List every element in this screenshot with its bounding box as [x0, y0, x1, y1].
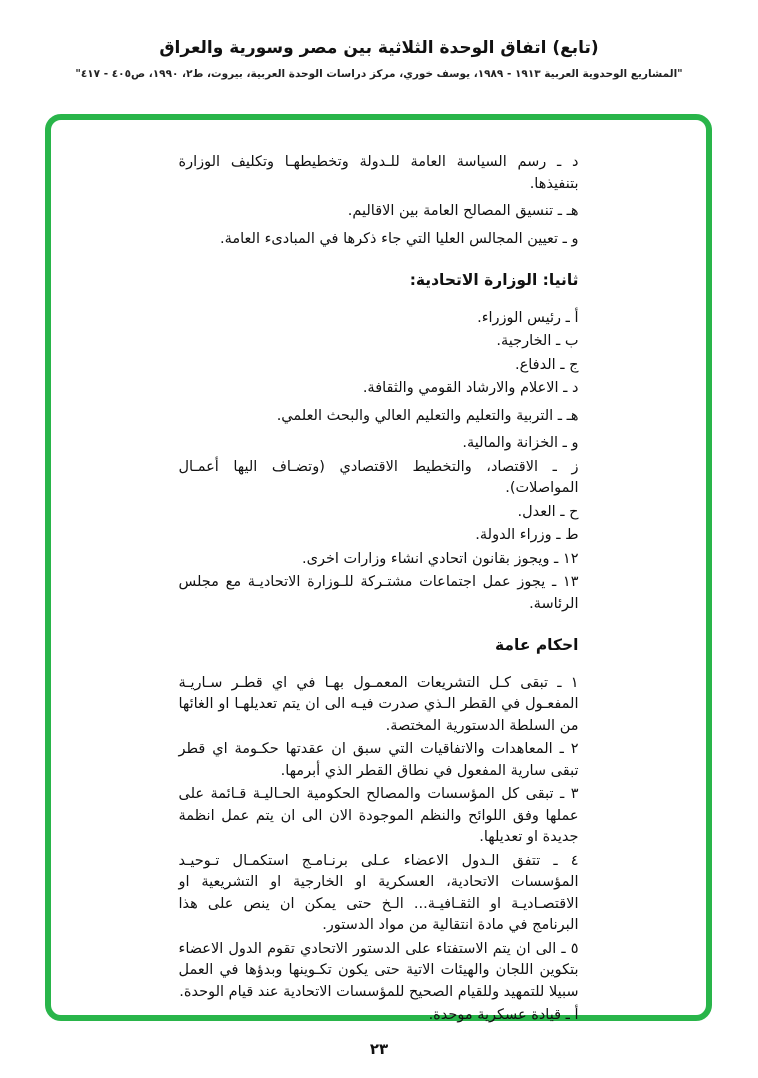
provision-item: ٥ ـ الى ان يتم الاستفتاء على الدستور الاتحادي تقوم الدول الاعضاء بتكوين اللجان والهيئات الاتية حتى يكون تكـوينها وبدؤها في العمل سبيلا للتمهيد وللقيام الصحيح للمؤسسات الاتحادية عند قيام الوحدة.	[178, 940, 579, 1000]
ministry-item: ح ـ العدل.	[517, 503, 579, 520]
intro-item: و ـ تعيين المجالس العليا التي جاء ذكرها في المبادىء العامة.	[219, 230, 579, 247]
clause-item: ١٣ ـ يجوز عمل اجتماعات مشتـركة للـوزارة الاتحاديـة مع مجلس الرئاسة.	[178, 574, 579, 612]
provision-item: ٢ ـ المعاهدات والاتفاقيات التي سبق ان عقدتها حكـومة اي قطر تبقى سارية المفعول في نطاق القطر الذي أبرمها.	[178, 741, 579, 779]
page-number: ٢٣	[369, 1040, 389, 1058]
section-heading-general-provisions: احكام عامة	[495, 636, 579, 654]
provision-item: ٣ ـ تبقى كل المؤسسات والمصالح الحكومية الحـاليـة قـائمة على عملها وفق اللوائح والنظم الموجودة الان الى ان يتم عمل انظمة جديدة او تعديلها.	[178, 786, 579, 845]
provision-item: ٤ ـ تتفق الـدول الاعضاء عـلى برنـامـج استكمـال تـوحيـد المؤسسات الاتحادية، العسكرية او الخارجية او التشريعية او الاقتصـاديـة او الثقـافيـة... الـخ حتى يمكن ان ينص على هذا البرنامج في مادة انتقالية من مواد الدستور.	[178, 852, 579, 933]
ministry-item: د ـ الاعلام والارشاد القومي والثقافة.	[362, 380, 579, 396]
clause-item: ١٢ ـ ويجوز بقانون اتحادي انشاء وزارات اخرى.	[302, 550, 579, 567]
source-citation: "المشاريع الوحدوية العربية ١٩١٣ - ١٩٨٩، يوسف خوري، مركز دراسات الوحدة العربية، بيروت، ط٢، ١٩٩٠، ص٤٠٥ - ٤١٧"	[75, 68, 683, 80]
document-body	[179, 152, 579, 1027]
green-border-frame	[45, 114, 712, 1021]
ministry-item: و ـ الخزانة والمالية.	[462, 435, 579, 451]
ministry-item: ب ـ الخارجية.	[496, 333, 579, 349]
document-title: (تابع) اتفاق الوحدة الثلاثية بين مصر وسورية والعراق	[159, 38, 599, 58]
ministry-item: ج ـ الدفاع.	[515, 356, 579, 373]
provision-item: ١ ـ تبقى كـل التشريعات المعمـول بهـا في اي قطـر سـاريـة المفعـول في القطر الـذي صدرت فيـه الى ان يتم تعديلهـا او الغائها من السلطة الدستورية المختصة.	[178, 674, 579, 734]
ministry-item: أ ـ رئيس الوزراء.	[477, 309, 579, 326]
provision-item: أ ـ قيادة عسكرية موحدة.	[428, 1007, 579, 1023]
page-header	[0, 38, 758, 80]
ministry-item: ط ـ وزراء الدولة.	[475, 527, 579, 543]
intro-item: د ـ رسم السياسة العامة للـدولة وتخطيطهـا وتكليف الوزارة بتنفيذها.	[178, 154, 579, 192]
section-heading-federal-ministry: ثانيا: الوزارة الاتحادية:	[409, 271, 579, 289]
ministry-item: هـ ـ التربية والتعليم والتعليم العالي والبحث العلمي.	[276, 407, 579, 424]
ministry-item: ز ـ الاقتصاد، والتخطيط الاقتصادي (وتضـاف اليها أعمـال المواصلات).	[178, 458, 579, 496]
intro-item: هـ ـ تنسيق المصالح العامة بين الاقاليم.	[347, 203, 579, 219]
